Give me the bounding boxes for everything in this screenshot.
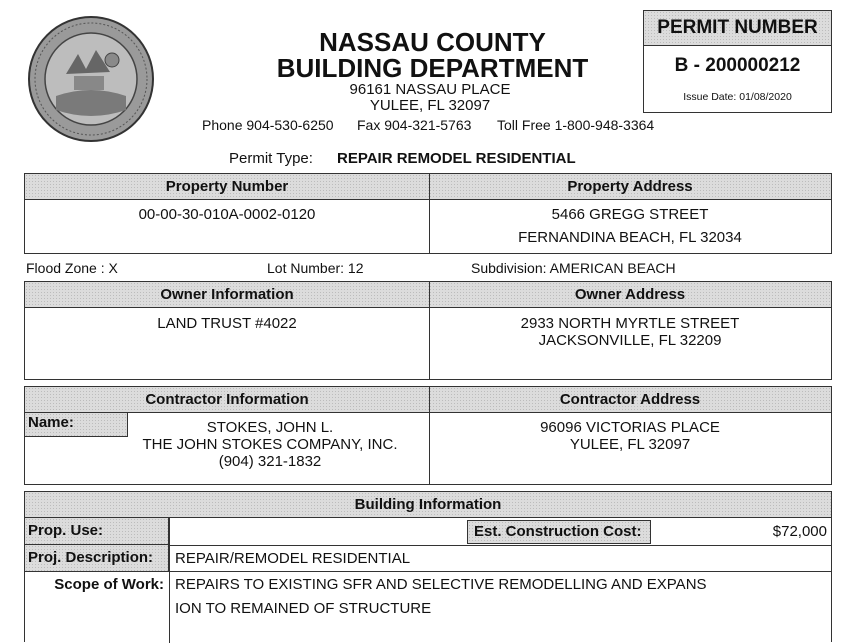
subdivision: Subdivision: AMERICAN BEACH: [471, 260, 676, 276]
owner-name: LAND TRUST #4022: [157, 315, 297, 332]
owner-address-header: Owner Address: [429, 282, 831, 308]
property-address-line1: 5466 GREGG STREET: [551, 206, 709, 223]
contractor-section: [24, 386, 832, 485]
department-title-line2: BUILDING DEPARTMENT: [276, 53, 589, 83]
contractor-name-line2: THE JOHN STOKES COMPANY, INC.: [142, 436, 398, 453]
owner-info-header: Owner Information: [25, 282, 429, 308]
proj-desc-label: Proj. Description:: [25, 545, 169, 572]
contractor-address-line2: YULEE, FL 32097: [569, 436, 691, 453]
department-city: YULEE, FL 32097: [369, 97, 491, 114]
contractor-phone: (904) 321-1832: [218, 453, 322, 470]
department-phone: Phone 904-530-6250: [202, 117, 334, 133]
department-tollfree: Toll Free 1-800-948-3364: [497, 117, 655, 133]
contractor-address-line1: 96096 VICTORIAS PLACE: [540, 419, 720, 436]
scope-line2: ION TO REMAINED OF STRUCTURE: [175, 600, 432, 617]
permit-number-value: B - 200000212: [674, 55, 801, 76]
permit-type-value: REPAIR REMODEL RESIDENTIAL: [337, 150, 576, 167]
property-address-header: Property Address: [429, 174, 831, 200]
contractor-name-label: Name:: [25, 413, 128, 437]
building-info-header: Building Information: [25, 492, 831, 518]
contractor-name-line1: STOKES, JOHN L.: [206, 419, 334, 436]
owner-address-line1: 2933 NORTH MYRTLE STREET: [520, 315, 740, 332]
contractor-info-header: Contractor Information: [25, 387, 429, 413]
owner-section: [24, 281, 832, 380]
department-title-line1: NASSAU COUNTY: [319, 27, 546, 57]
property-address-line2: FERNANDINA BEACH, FL 32034: [518, 229, 742, 246]
contractor-address-header: Contractor Address: [429, 387, 831, 413]
property-number-header: Property Number: [25, 174, 429, 200]
building-section: [24, 491, 832, 642]
scope-line1: REPAIRS TO EXISTING SFR AND SELECTIVE REMODELLING AND EXPANS: [175, 576, 707, 593]
permit-number-title: PERMIT NUMBER: [644, 11, 831, 46]
flood-zone: Flood Zone : X: [26, 260, 118, 276]
lot-number: Lot Number: 12: [267, 260, 364, 276]
property-section: [24, 173, 832, 254]
prop-use-label: Prop. Use:: [25, 518, 169, 545]
owner-address-line2: JACKSONVILLE, FL 32209: [538, 332, 722, 349]
department-fax: Fax 904-321-5763: [357, 117, 472, 133]
permit-type-label: Permit Type:: [229, 150, 313, 167]
property-number-value: 00-00-30-010A-0002-0120: [138, 206, 316, 223]
proj-desc-value: REPAIR/REMODEL RESIDENTIAL: [175, 550, 411, 567]
permit-number-box: [643, 10, 832, 113]
scope-label: Scope of Work:: [54, 576, 164, 593]
permit-issue-date: Issue Date: 01/08/2020: [683, 91, 792, 103]
est-cost-label: Est. Construction Cost:: [467, 520, 651, 544]
county-seal-logo: [26, 14, 156, 144]
department-street: 96161 NASSAU PLACE: [349, 81, 511, 98]
est-cost-value: $72,000: [772, 523, 827, 540]
